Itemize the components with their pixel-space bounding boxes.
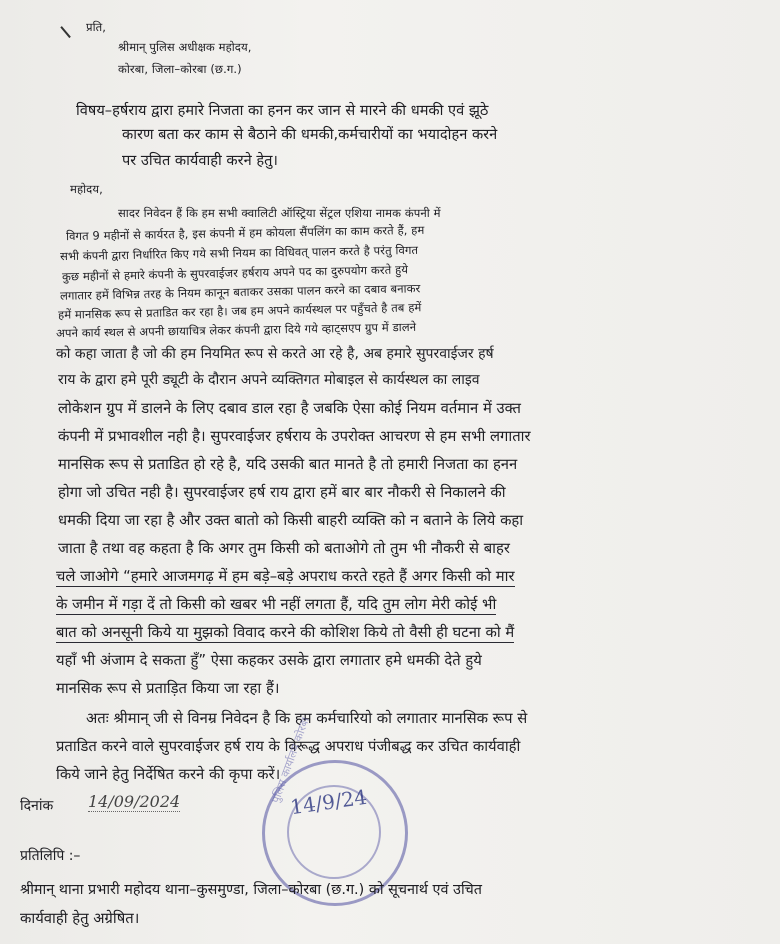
body-line: सभी कंपनी द्वारा निर्धारित किए गये सभी नियम का विधिवत् पालन करते है परंतु विगत xyxy=(59,242,419,264)
quote-line: चले जाओगे “हमारे आजमगढ़ में हम बड़े–बड़े अपराध करते रहते हैं अगर किसी को मार xyxy=(56,568,515,585)
salutation: महोदय, xyxy=(70,182,103,196)
body-line: कंपनी में प्रभावशील नही है। सुपरवाईजर हर्षराय के उपरोक्त आचरण से हम सभी लगातार xyxy=(58,428,531,445)
body-line: कुछ महीनों से हमारे कंपनी के सुपरवाईजर हर्षराय अपने पद का दुरुपयोग करते हुये xyxy=(61,262,409,284)
quote-line: के जमीन में गड़ा दें तो किसी को खबर भी नहीं लगता हैं, यदि तुम लोग मेरी कोई भी xyxy=(56,596,497,613)
body-line: धमकी दिया जा रहा है और उक्त बातो को किसी बाहरी व्यक्ति को न बताने के लिये कहा xyxy=(58,512,524,529)
to-name: श्रीमान् पुलिस अधीक्षक महोदय, xyxy=(118,40,252,54)
subject-line-1: विषय–हर्षराय द्वारा हमारे निजता का हनन कर जान से मारने की धमकी एवं झूठे xyxy=(76,102,489,119)
body-line: विगत 9 महीनों से कार्यरत है, इस कंपनी में हम कोयला सैंपलिंग का काम करते हैं, हम xyxy=(65,222,425,244)
body-line: लगातार हमें विभिन्न तरह के नियम कानून बताकर उसका पालन करने का दबाव बनाकर xyxy=(59,281,421,303)
body-line: जाता है तथा वह कहता है कि अगर तुम किसी को बताओगे तो तुम भी नौकरी से बाहर xyxy=(58,540,510,557)
body-line: मानसिक रूप से प्रताडित हो रहे है, यदि उसकी बात मानते है तो हमारी निजता का हनन xyxy=(58,456,518,473)
copy-text-line-1: श्रीमान् थाना प्रभारी महोदय थाना–कुसमुण्डा, जिला–कोरबा (छ.ग.) को सूचनार्थ एवं उचित xyxy=(20,882,483,898)
body-line: होगा जो उचित नही है। सुपरवाईजर हर्ष राय द्वारा हमें बार बार नौकरी से निकालने की xyxy=(58,484,506,501)
body-line: हमें मानसिक रूप से प्रताडित कर रहा है। जब हम अपने कार्यस्थल पर पहुँचते है तब हमें xyxy=(57,300,422,322)
body-line: राय के द्वारा हमे पूरी ड्यूटी के दौरान अपने व्यक्तिगत मोबाइल से कार्यस्थल का लाइव xyxy=(58,372,480,388)
copy-text-line-2: कार्यवाही हेतु अग्रेषित। xyxy=(20,910,140,927)
request-line: अतः श्रीमान् जी से विनम्र निवेदन है कि हम कर्मचारियो को लगातार मानसिक रूप से xyxy=(86,710,528,727)
request-line: प्रताडित करने वाले सुपरवाईजर हर्ष राय के विरूद्ध अपराध पंजीबद्ध कर उचित कार्यवाही xyxy=(56,738,521,755)
copy-label: प्रतिलिपि :– xyxy=(20,848,81,864)
quote-line: बात को अनसूनी किये या मुझको विवाद करने की कोशिश किये तो वैसी ही घटना को मैं xyxy=(56,624,515,641)
pen-mark xyxy=(60,12,87,38)
seal-handwritten-date: 14/9/24 xyxy=(288,784,369,820)
body-line: को कहा जाता है जो की हम नियमित रूप से करते आ रहे है, अब हमारे सुपरवाईजर हर्ष xyxy=(56,346,494,362)
to-place: कोरबा, जिला–कोरबा (छ.ग.) xyxy=(118,62,242,76)
subject-line-3: पर उचित कार्यवाही करने हेतु। xyxy=(122,152,278,169)
body-end: मानसिक रूप से प्रताड़ित किया जा रहा हैं। xyxy=(56,680,280,697)
subject-line-2: कारण बता कर काम से बैठाने की धमकी,कर्मचारीयों का भयादोहन करने xyxy=(122,126,498,143)
to-prefix: प्रति, xyxy=(86,20,107,34)
date-value: 14/09/2024 xyxy=(88,792,181,811)
body-line: अपने कार्य स्थल से अपनी छायाचित्र लेकर कंपनी द्वारा दिये गये व्हाट्सएप ग्रुप में डालने xyxy=(55,319,417,341)
seal-ring-text: पुलिस कार्यालय कोरबा xyxy=(268,715,313,805)
date-label: दिनांक xyxy=(20,798,54,814)
body-line: लोकेशन ग्रुप में डालने के लिए दबाव डाल रहा है जबकि ऐसा कोई नियम वर्तमान में उक्त xyxy=(58,400,521,417)
body-line: सादर निवेदन हैं कि हम सभी क्वालिटी ऑस्ट्रिया सेंट्रल एशिया नामक कंपनी में xyxy=(118,206,441,220)
quote-line: यहाँ भी अंजाम दे सकता हुँ” ऐसा कहकर उसके द्वारा लगातार हमे धमकी देते हुये xyxy=(56,652,482,669)
request-line: किये जाने हेतु निर्देषित करने की कृपा करें। xyxy=(56,766,281,783)
